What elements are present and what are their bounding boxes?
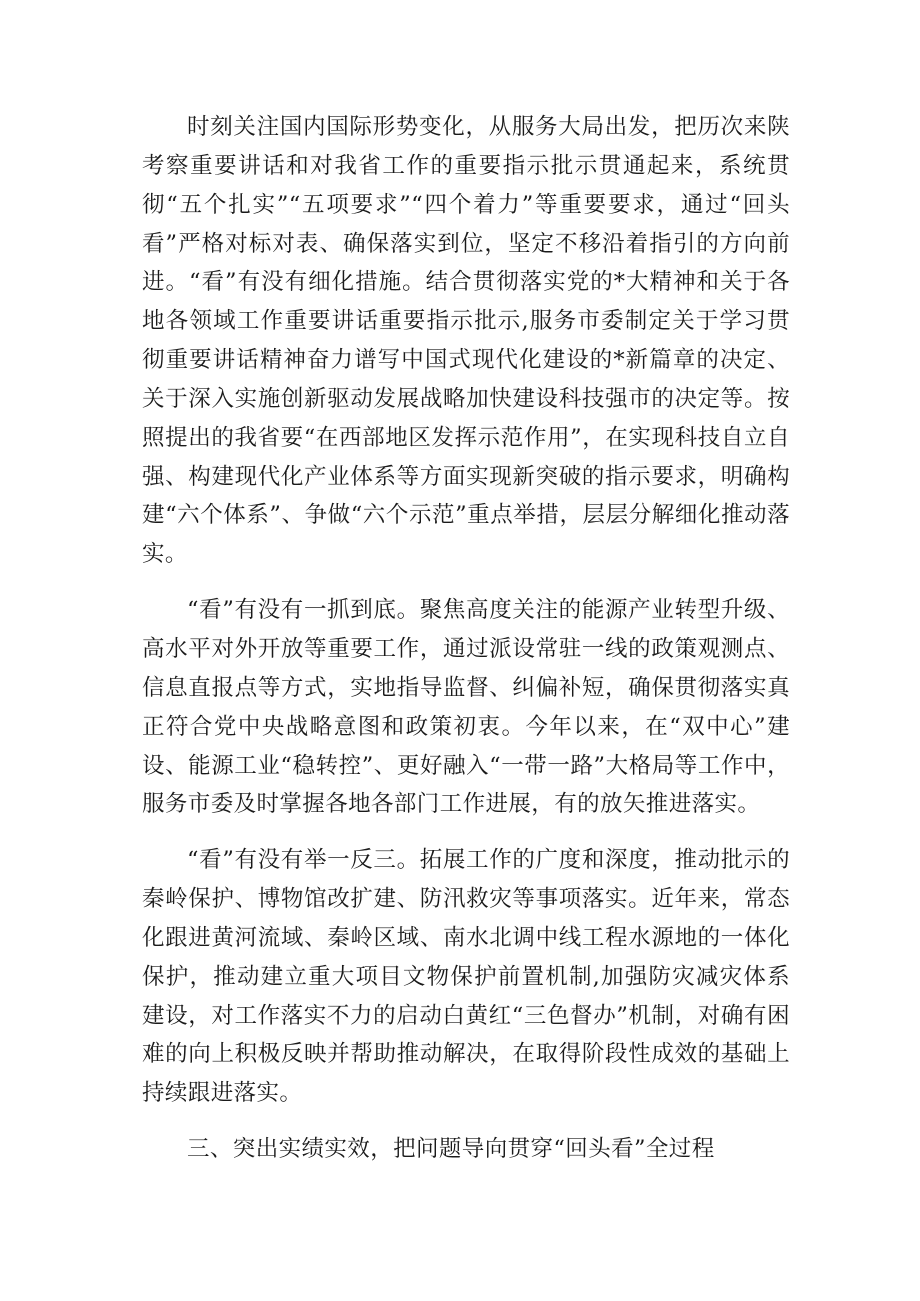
section-heading: 三、突出实绩实效，把问题导向贯穿“回头看”全过程 — [187, 1136, 715, 1163]
document-body — [142, 108, 790, 1169]
paragraph-3: “看”有没有举一反三。拓展工作的广度和深度，推动批示的秦岭保护、博物馆改扩建、防汛救灾等事项落实。近年来，常态化跟进黄河流域、秦岭区域、南水北调中线工程水源地的一体化保护，推动建立重大项目文物保护前置机制,加强防灾减灾体系建设，对工作落实不力的启动白黄红“三色督办”机制，对确有困难的向上积极反映并帮助推动解决，在取得阶段性成效的基础上持续跟进落实。 — [142, 847, 790, 1107]
paragraph-1: 时刻关注国内国际形势变化，从服务大局出发，把历次来陕考察重要讲话和对我省工作的重要指示批示贯通起来，系统贯彻“五个扎实”“五项要求”“四个着力”等重要要求，通过“回头看”严格对标对表、确保落实到位，坚定不移沿着指引的方向前进。“看”有没有细化措施。结合贯彻落实党的*大精神和关于各地各领域工作重要讲话重要指示批示,服务市委制定关于学习贯彻重要讲话精神奋力谱写中国式现代化建设的*新篇章的决定、关于深入实施创新驱动发展战略加快建设科技强市的决定等。按照提出的我省要“在西部地区发挥示范作用”，在实现科技自立自强、构建现代化产业体系等方面实现新突破的指示要求，明确构建“六个体系”、争做“六个示范”重点举措，层层分解细化推动落实。 — [142, 114, 790, 568]
paragraph-2: “看”有没有一抓到底。聚焦高度关注的能源产业转型升级、高水平对外开放等重要工作，通过派设常驻一线的政策观测点、信息直报点等方式，实地指导监督、纠偏补短，确保贯彻落实真正符合党中央战略意图和政策初衷。今年以来，在“双中心”建设、能源工业“稳转控”、更好融入“一带一路”大格局等工作中，服务市委及时掌握各地各部门工作进展，有的放矢推进落实。 — [142, 597, 790, 818]
